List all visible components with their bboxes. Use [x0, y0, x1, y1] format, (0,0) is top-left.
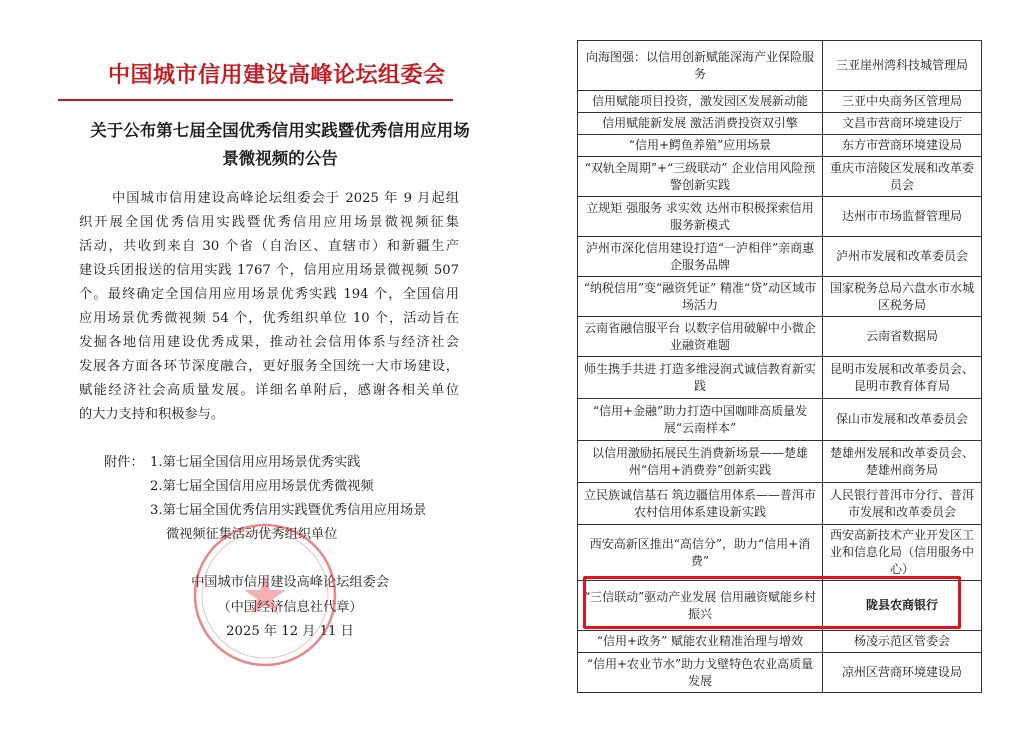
unit-cell: 楚雄州发展和改革委员会、楚雄州商务局: [823, 441, 982, 483]
body-line: 活动，共收到来自 30 个省（自治区、直辖市）和新疆生产: [79, 239, 459, 254]
body-line: 发掘各地信用建设优秀成果，推动社会信用体系与经济社会: [79, 335, 459, 350]
project-cell: 以信用激励拓展民生消费新场景——楚雄州“信用+消费券”创新实践: [578, 441, 823, 483]
unit-cell: 三亚崖州湾科技城管理局: [823, 41, 982, 91]
official-seal-icon: [190, 520, 340, 670]
table-row: [578, 197, 982, 237]
attachment-item: 2.第七届全国信用应用场景优秀微视频: [150, 479, 374, 494]
signature-subtitle: （中国经济信息社代章）: [217, 600, 363, 615]
table-row: [578, 277, 982, 317]
table-row: [578, 525, 982, 581]
table-row: [578, 317, 982, 357]
table-row: [578, 113, 982, 135]
project-cell: 泸州市深化信用建设打造“一泸相伴”亲商惠企服务品牌: [578, 237, 823, 277]
attachments-label: 附件：: [104, 455, 144, 470]
body-line: 织开展全国优秀信用实践暨优秀信用应用场景微视频征集: [79, 215, 459, 230]
project-cell: 西安高新区推出“高信分”，助力“信用+消费”: [578, 525, 823, 581]
unit-cell: 重庆市涪陵区发展和改革委员会: [823, 157, 982, 197]
notice-title-line-1: 关于公布第七届全国优秀信用实践暨优秀信用应用场: [90, 121, 470, 140]
unit-cell: 三亚中央商务区管理局: [823, 91, 982, 113]
body-line: 应用场景优秀微视频 54 个，优秀组织单位 10 个，活动旨在: [79, 311, 459, 326]
unit-cell: 昆明市发展和改革委员会、昆明市教育体育局: [823, 357, 982, 399]
table-row: [578, 237, 982, 277]
letterhead-divider: [58, 99, 453, 101]
unit-cell: 杨凌示范区管委会: [823, 631, 982, 653]
table-row: [578, 41, 982, 91]
project-cell: “信用+政务” 赋能农业精准治理与增效: [578, 631, 823, 653]
table-row-highlighted: [578, 581, 982, 631]
table-row: [578, 357, 982, 399]
project-cell: 向海图强：以信用创新赋能深海产业保险服务: [578, 41, 823, 91]
unit-cell: 人民银行普洱市分行、普洱市发展和改革委员会: [823, 483, 982, 525]
table-row: [578, 399, 982, 441]
annex-table-page: [577, 40, 981, 688]
project-cell: “信用+金融”助力打造中国咖啡高质量发展“云南样本”: [578, 399, 823, 441]
project-cell: “信用+鳄鱼养殖”应用场景: [578, 135, 823, 157]
signature-date: 2025 年 12 月 11 日: [226, 624, 354, 639]
table-row: [578, 135, 982, 157]
body-line: 个。最终确定全国信用应用场景优秀实践 194 个，全国信用: [79, 287, 459, 302]
table-row: [578, 653, 982, 693]
project-cell: 立规矩 强服务 求实效 达州市积极探索信用服务新模式: [578, 197, 823, 237]
attachment-item: 3.第七届全国优秀信用实践暨优秀信用应用场景: [150, 503, 427, 518]
attachment-item: 1.第七届全国信用应用场景优秀实践: [150, 455, 361, 470]
project-cell: 信用赋能项目投资，激发园区发展新动能: [578, 91, 823, 113]
table-row: [578, 483, 982, 525]
notice-title: [80, 117, 480, 173]
unit-cell: 东方市营商环境建设局: [823, 135, 982, 157]
project-cell: 云南省融信服平台 以数字信用破解中小微企业融资难题: [578, 317, 823, 357]
unit-cell: 保山市发展和改革委员会: [823, 399, 982, 441]
project-cell: “双轨全周期”+“三级联动” 企业信用风险预警创新实践: [578, 157, 823, 197]
project-cell: “三信联动”驱动产业发展 信用融资赋能乡村振兴: [578, 581, 823, 631]
project-cell: “信用+农业节水”助力戈壁特色农业高质量发展: [578, 653, 823, 693]
unit-cell: 达州市市场监督管理局: [823, 197, 982, 237]
unit-cell: 文昌市营商环境建设厅: [823, 113, 982, 135]
notice-title-line-2: 景微视频的公告: [222, 149, 338, 168]
body-line: 建设兵团报送的信用实践 1767 个，信用应用场景微视频 507: [79, 263, 459, 278]
unit-cell: 凉州区营商环境建设局: [823, 653, 982, 693]
signature-org: 中国城市信用建设高峰论坛组委会: [191, 575, 389, 590]
body-line: 的大力支持和积极参与。: [79, 407, 225, 422]
org-letterhead: 中国城市信用建设高峰论坛组委会: [108, 63, 446, 88]
unit-cell: 西安高新技术产业开发区工业和信息化局（信用服务中心）: [823, 525, 982, 581]
unit-cell: 国家税务总局六盘水市水城区税务局: [823, 277, 982, 317]
table-row: [578, 441, 982, 483]
body-line: 赋能经济社会高质量发展。详细名单附后，感谢各相关单位: [79, 383, 459, 398]
practice-list-table: [577, 40, 982, 693]
unit-cell: 陇县农商银行: [823, 581, 982, 631]
table-row: [578, 631, 982, 653]
unit-cell: 云南省数据局: [823, 317, 982, 357]
project-cell: 师生携手共进 打造多维浸润式诚信教育新实践: [578, 357, 823, 399]
table-row: [578, 157, 982, 197]
project-cell: “纳税信用”变“融资凭证” 精准“贷”动区域市场活力: [578, 277, 823, 317]
unit-cell: 泸州市发展和改革委员会: [823, 237, 982, 277]
table-row: [578, 91, 982, 113]
project-cell: 立民族诚信基石 筑边疆信用体系——普洱市农村信用体系建设新实践: [578, 483, 823, 525]
body-line: 发展各方面各环节深度融合，更好服务全国统一大市场建设，: [79, 359, 459, 374]
attachment-item-continued: 微视频征集活动优秀组织单位: [166, 527, 338, 542]
project-cell: 信用赋能新发展 激活消费投资双引擎: [578, 113, 823, 135]
body-line: 中国城市信用建设高峰论坛组委会于 2025 年 9 月起组: [112, 191, 459, 206]
